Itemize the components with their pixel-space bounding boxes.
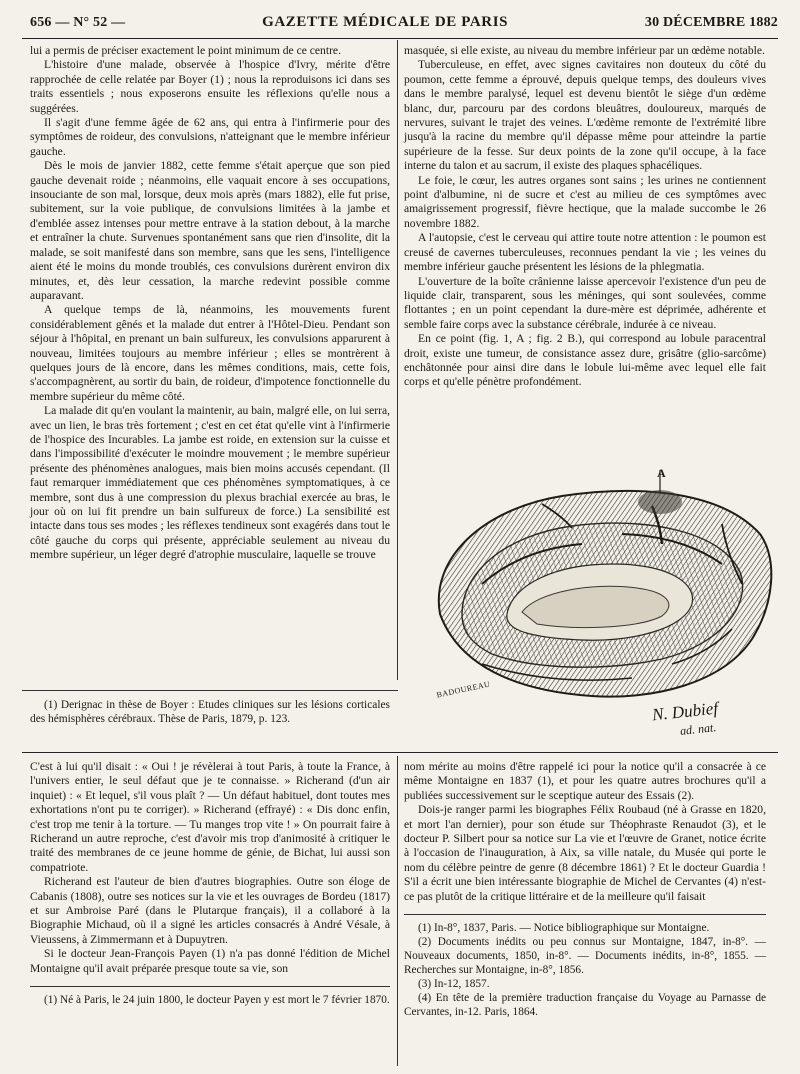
footnote-rule — [22, 690, 398, 691]
footnote-rule — [404, 914, 766, 915]
paragraph: nom mérite au moins d'être rappelé ici pour la notice qu'il a consacrée à ce même Montaigne en 1837 (1), et pour les quatre autres brochures qu'il a publiées successivement sur le sceptique auteur des Essais (2). — [404, 760, 766, 802]
paragraph: A quelque temps de là, néanmoins, les mouvements furent considérablement gênés et la malade dut entrer à l'Hôtel-Dieu. Pendant son séjour à l'hôpital, en prenant un bain sulfureux, les convulsions apparurent à nouveau, limitées toujours au membre inférieur ; elles se montrèrent à quelques jours de là encore, dans les mêmes conditions, mais, cette fois, s'accompagnèrent, au sortir du bain, de roideur, d'impotence fonctionnelle du membre supérieur du même côté. — [30, 303, 390, 403]
footnote: (1) In-8°, 1837, Paris. — Notice bibliographique sur Montaigne. — [418, 922, 710, 935]
footnote: (1) Derignac in thèse de Boyer : Etudes cliniques sur les lésions corticales des hémisphères cérébraux. Thèse de Paris, 1879, p. 123. — [30, 699, 390, 725]
paragraph: En ce point (fig. 1, A ; fig. 2 B.), qui correspond au lobule paracentral droit, existe une tumeur, de consistance assez dure, grisâtre (glio-sarcôme) enchâtonnée pour ainsi dire dans le lobule lui-même avec lequel elle fait corps et qu'elle pénètre profondément. — [404, 332, 766, 389]
page-header — [30, 14, 778, 36]
artist-note: ad. nat. — [679, 720, 717, 738]
paragraph: Tuberculeuse, en effet, avec signes cavitaires non douteux du côté du poumon, cette femme a éprouvé, depuis quelque temps, des douleurs vives dans le membre paralysé, lequel est devenu bientôt le siège d'un œdème blanc, dur, parcouru par des cordons bleuâtres, douloureux, marqués de nervures, suivant le trajet des veines. L'œdème remonte de l'extrémité libre jusqu'à la racine du membre qu'il dépasse même pour atteindre la partie supérieure de la fesse. Sur deux points de la zone qu'il occupe, à la face interne du talon et au sacrum, il existe des plaques sphacéliques. — [404, 58, 766, 173]
issue-date: 30 DÉCEMBRE 1882 — [644, 15, 778, 30]
journal-title: GAZETTE MÉDICALE DE PARIS — [262, 14, 509, 30]
footnote: (2) Documents inédits ou peu connus sur Montaigne, 1847, in-8°. — Nouveaux documents, 1850, in-8°. — Documents inédits, in-8°, 1855. — Recherches sur Montaigne, in-8°, 1856. — [404, 936, 766, 977]
column-left-bottom — [30, 760, 390, 1007]
paragraph: Le foie, le cœur, les autres organes sont sains ; les urines ne contiennent point d'albumine, ni de sucre et c'est au milieu de ces symptômes avec amaigrissement progressif, fièvre hectique, que la malade succombe le 26 novembre 1882. — [404, 173, 766, 230]
paragraph: C'est à lui qu'il disait : « Oui ! je révèlerai à tout Paris, à toute la France, à l'univers entier, le seul défaut que je te connaisse. » Richerand (d'un air inquiet) : « Et lequel, s'il vous plaît ? — Un défaut habituel, dont toutes mes exhortations n'ont pu te corriger). » Richerand (effrayé) : « Dis donc enfin, c'est trop me tenir à la torture. — Tu manges trop vite ! » On pourrait faire à Richerand un autre reproche, c'est d'avoir mis trop d'animosité à critiquer le traité des membranes de ce jeune homme de génie, de Bichat, lui aussi son compatriote. — [30, 760, 390, 874]
footnote: (1) Né à Paris, le 24 juin 1800, le docteur Payen y est mort le 7 février 1870. — [44, 994, 390, 1007]
paragraph: Si le docteur Jean-François Payen (1) n'a pas donné l'édition de Michel Montaigne qu'il avait préparée presque toute sa vie, son — [30, 947, 390, 975]
paragraph: Dès le mois de janvier 1882, cette femme s'était aperçue que son pied gauche devenait roide ; néanmoins, elle vaquait encore à ses occupations, insouciante de son mal, lorsque, deux mois après (mars 1882), elle fut prise, subitement, sur la voie publique, de convulsions limitées à la jambe et d'emblée assez intenses pour mettre entrave à la station debout, à la marche et entraîner la chute. Survenues spontanément sans que rien d'insolite, dit la malade, se soit manifesté dans son membre, sans que les sens, l'intelligence aient été le moins du monde troublés, ces convulsions durèrent environ dix minutes, et, dès leur cessation, la marche redevint possible comme auparavant. — [30, 159, 390, 302]
engraver-signature: BADOUREAU — [435, 679, 492, 700]
brain-engraving-figure — [422, 464, 778, 750]
paragraph: La malade dit qu'en voulant la maintenir, au bain, malgré elle, on lui serra, avec un lien, le bras très fortement ; c'est en cet état qu'elle vint à l'infirmerie de l'hospice des Incurables. La jambe est roide, en extension sur la cuisse et dans l'impossibilité d'exécuter le moindre mouvement ; le membre supérieur présente des phénomènes analogues, mais bien moins accusés cependant. (Il faut remarquer immédiatement que ces phénomènes symptomatiques, à ce membre, sont dus à une compression du plexus brachial exercée au bras, le jour où on lui fit prendre un bain sulfureux de force.) La sensibilité est intacte dans tous ses modes ; les réflexes tendineux sont exagérés dans tout le côté gauche du corps qui présente, appréciable seulement au niveau du membre supérieur, un léger degré d'atrophie musculaire, laquelle se trouve — [30, 404, 390, 562]
footnote: (3) In-12, 1857. — [418, 978, 490, 991]
column-right-top — [404, 44, 766, 390]
page-number: 656 — N° 52 — — [30, 15, 126, 30]
paragraph: lui a permis de préciser exactement le point minimum de ce centre. — [30, 44, 341, 57]
column-divider-top — [397, 40, 398, 680]
footnotes — [30, 993, 390, 1007]
artist-signature: N. Dubief — [651, 698, 719, 725]
paragraph: L'ouverture de la boîte crânienne laisse apercevoir l'existence d'un peu de liquide clair, transparent, sous les méninges, qui sont soulevées, comme flottantes ; en un point cependant la dure-mère est déprimée, adhérente et semble faire corps avec la substance cérébrale, indurée à ce niveau. — [404, 274, 766, 331]
paragraph: A l'autopsie, c'est le cerveau qui attire toute notre attention : le poumon est creusé de cavernes tuberculeuses, reconnues pendant la vie ; les veines du membre inférieur gauche présentent les lésions de la phlegmatia. — [404, 231, 766, 274]
paragraph: Il s'agit d'une femme âgée de 62 ans, qui entra à l'infirmerie pour des symptômes de roideur, des convulsions, n'atteignant que le membre inférieur gauche. — [30, 116, 390, 158]
figure-label-a: A — [657, 466, 666, 480]
column-divider-bottom — [397, 756, 398, 1066]
paragraph: Richerand est l'auteur de bien d'autres biographies. Outre son éloge de Cabanis (1808), outre ses notices sur la vie et les ouvrages de Bordeu (1817) et sur Ambroise Paré (dans le Plutarque français), il a collaboré à la Biographie Michaud, où il a signé les articles consacrés à André Vésale, à Vieussens, à Zimmermann et à Dupuytren. — [30, 875, 390, 946]
feuilleton-rule — [22, 752, 778, 753]
paragraph: masquée, si elle existe, au niveau du membre inférieur par un œdème notable. — [404, 44, 765, 57]
paragraph: L'histoire d'une malade, observée à l'hospice d'Ivry, mérite d'être rapprochée de celle relatée par Boyer (1) ; nous la reproduisons ici dans ses traits essentiels ; nous exposerons ensuite les réflexions qu'elle nous a suggérées. — [30, 58, 390, 115]
header-rule — [22, 38, 778, 39]
footnote-rule — [30, 986, 390, 987]
footnotes — [404, 921, 766, 1019]
column-right-bottom — [404, 760, 766, 1019]
footnote-left-top — [30, 698, 390, 726]
column-left-top — [30, 44, 390, 563]
paragraph: Dois-je ranger parmi les biographes Félix Roubaud (né à Grasse en 1820, et mort l'an dernier), pour son étude sur Théophraste Renaudot (3), et le docteur P. Silbert pour sa notice sur La vie et l'œuvre de Granet, notice écrite à l'occasion de l'inauguration, à Aix, sa ville natale, du Musée qui porte le nom du célèbre peintre de genre (8 décembre 1861) ? Et le docteur Guardia ! S'il a écrit une bien intéressante biographie de Michel de Cervantes (4) n'est-ce pas plutôt de la critique littéraire et de la meilleure qu'il faisait — [404, 803, 766, 903]
footnote: (4) En tête de la première traduction française du Voyage au Parnasse de Cervantes, in-12. Paris, 1864. — [404, 992, 766, 1019]
